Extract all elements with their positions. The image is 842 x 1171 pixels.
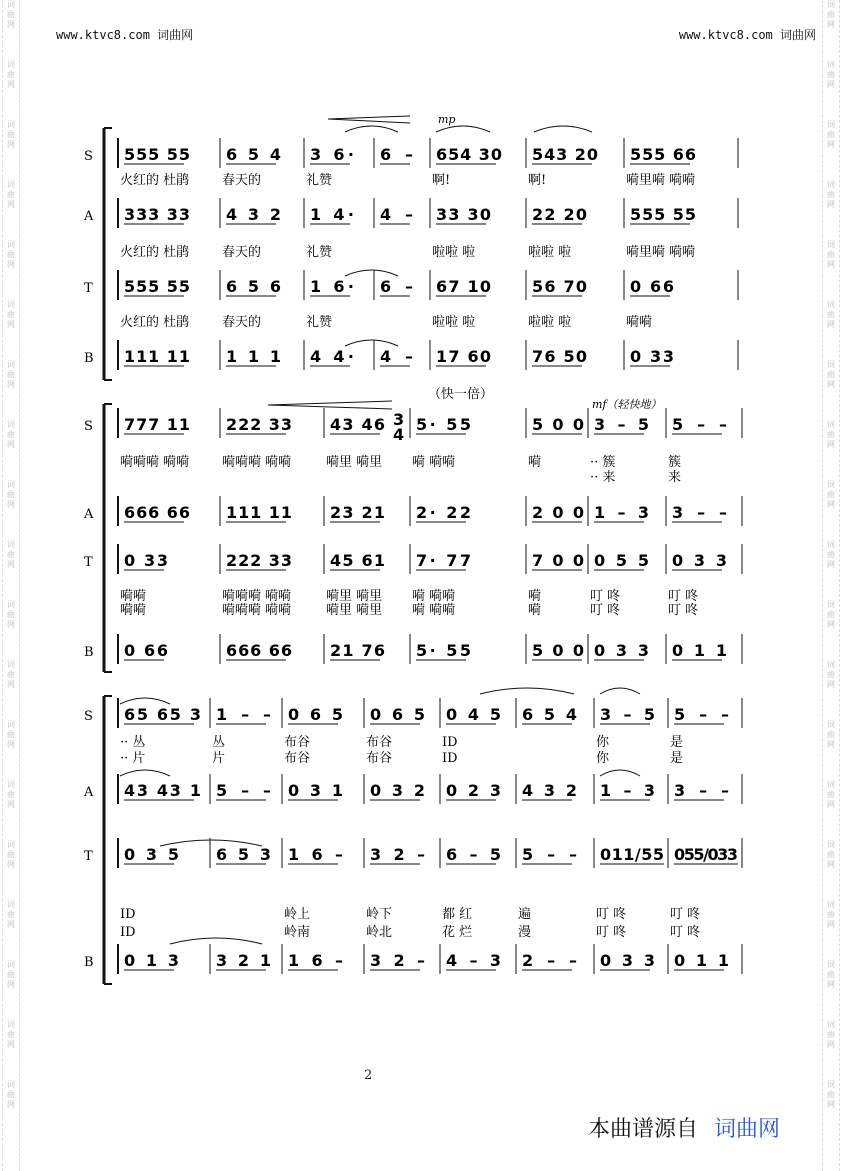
lyric-text: 嗬 嗬嗬 <box>412 603 456 618</box>
lyric-text: 叮 咚 <box>596 907 627 922</box>
measure-notes: 3 2 1 <box>216 951 271 970</box>
lyric-text: 火红的 杜鹃 <box>120 173 190 188</box>
measure-notes: 666 66 <box>226 641 292 660</box>
time-signature-bottom: 4 <box>393 425 405 444</box>
measure-notes: 0 1 3 <box>124 951 179 970</box>
measure-notes: 555 55 <box>630 205 696 224</box>
lyric-text: 叮 咚 <box>668 589 699 604</box>
lyric-text: 叮 咚 <box>590 603 621 618</box>
measure-notes: 43 43 1 <box>124 781 201 800</box>
measure-notes: 23 21 <box>330 503 385 522</box>
source-footer <box>588 1112 780 1143</box>
measure-notes: 7· 77 <box>416 551 471 570</box>
voice-label: B <box>84 955 94 970</box>
measure-notes: 1 6 – <box>288 845 343 864</box>
voice-label: A <box>84 209 94 224</box>
measure-notes: 6 – 5 <box>446 845 501 864</box>
lyric-text: 是 <box>670 735 684 750</box>
side-watermark-left: 词 曲 网 词 曲 网 词 曲 网 词 曲 网 词 曲 网 词 曲 网 词 曲 网 词 曲 网 词 曲 网 词 曲 网 词 曲 网 词 曲 网 词 曲 网 词 曲 网 词 曲 网 词 曲 网 词 曲 网 词 曲 网 词 曲 网 <box>2 0 20 1171</box>
slur <box>345 340 398 346</box>
measure-notes: 4 – <box>380 347 413 366</box>
lyric-text: 嗬 嗬嗬 <box>412 589 456 604</box>
measure-notes: 3 – – <box>672 503 727 522</box>
measure-notes: 5 – – <box>216 781 271 800</box>
measure-notes: 0 3 1 <box>288 781 343 800</box>
lyric-text: 布谷 <box>366 751 393 766</box>
lyric-text: 你 <box>596 735 610 750</box>
lyric-text: 嗬嗬嗬 嗬嗬 <box>222 603 292 618</box>
lyric-text: ID <box>120 925 136 940</box>
header-right-url: www.ktvc8.com 词曲网 <box>678 28 816 42</box>
page-number: 2 <box>364 1068 373 1083</box>
lyric-text: ID <box>442 751 458 766</box>
measure-notes: 3 6· <box>310 145 354 164</box>
measure-notes: 43 46 <box>330 415 385 434</box>
measure-notes: 5 0 0 <box>532 415 584 434</box>
lyric-text: 春天的 <box>222 173 262 188</box>
lyric-text: 嗬嗬 <box>626 315 653 330</box>
lyric-text: 啦啦 啦 <box>528 245 572 260</box>
measure-notes: 0 3 3 <box>672 551 727 570</box>
measure-notes: 0 1 1 <box>672 641 727 660</box>
lyric-text: 嗬里 嗬里 <box>326 455 383 470</box>
crescendo-hairpin <box>328 116 410 123</box>
lyric-text: 嗬 <box>528 455 542 470</box>
measure-notes: 2· 22 <box>416 503 471 522</box>
lyric-text: 嗬嗬 <box>120 589 147 604</box>
measure-notes: 65 65 3 <box>124 705 201 724</box>
tempo-mark: （快一倍） <box>428 387 494 402</box>
dynamic-mp: mp <box>438 113 456 126</box>
side-watermark-right: 词 曲 网 词 曲 网 词 曲 网 词 曲 网 词 曲 网 词 曲 网 词 曲 网 词 曲 网 词 曲 网 词 曲 网 词 曲 网 词 曲 网 词 曲 网 词 曲 网 词 曲 网 词 曲 网 词 曲 网 词 曲 网 词 曲 网 <box>822 0 840 1171</box>
voice-label: S <box>84 149 93 164</box>
measure-notes: 5 – – <box>522 845 577 864</box>
lyric-text: 簇 <box>668 455 682 470</box>
measure-notes: 1 6· <box>310 277 354 296</box>
voice-label: T <box>84 849 93 864</box>
measure-notes: 33 30 <box>436 205 491 224</box>
measure-notes: 4 3 2 <box>226 205 281 224</box>
lyric-text: 岭北 <box>366 925 393 940</box>
lyric-text: 嗬里 嗬里 <box>326 603 383 618</box>
measure-notes: 1 – – <box>216 705 271 724</box>
lyric-text: ·· 来 <box>590 470 616 485</box>
measure-notes: 76 50 <box>532 347 587 366</box>
lyric-text: 漫 <box>518 925 532 940</box>
lyric-text: 礼赞 <box>306 245 333 260</box>
crescendo-hairpin-2 <box>268 401 392 409</box>
lyric-text: 嗬嗬嗬 嗬嗬 <box>120 455 190 470</box>
measure-notes: 4 3 2 <box>522 781 577 800</box>
measure-notes: 654 30 <box>436 145 502 164</box>
lyric-text: 布谷 <box>284 735 311 750</box>
measure-notes: 5· 55 <box>416 415 471 434</box>
lyric-text: ·· 丛 <box>120 735 146 750</box>
lyric-text: 嗬嗬嗬 嗬嗬 <box>222 589 292 604</box>
lyric-text: 叮 咚 <box>668 603 699 618</box>
footer-prefix: 本曲谱源自 <box>588 1117 699 1142</box>
measure-notes: 666 66 <box>124 503 190 522</box>
measure-notes: 0 3 5 <box>124 845 179 864</box>
measure-notes: 7 0 0 <box>532 551 584 570</box>
measure-notes: 1 – 3 <box>594 503 649 522</box>
voice-label: S <box>84 419 93 434</box>
lyric-text: 啊! <box>528 173 547 188</box>
measure-notes: 0 3 3 <box>600 951 655 970</box>
measure-notes: 555 55 <box>124 145 190 164</box>
measure-notes: 1 6 – <box>288 951 343 970</box>
lyric-text: 丛 <box>212 735 226 750</box>
measure-notes: 6 5 3 <box>216 845 271 864</box>
measure-notes: 0 33 <box>124 551 168 570</box>
lyric-text: 嗬里 嗬里 <box>326 589 383 604</box>
slur <box>120 770 170 776</box>
header-left-url: www.ktvc8.com 词曲网 <box>56 28 194 42</box>
measure-notes: 222 33 <box>226 551 292 570</box>
measure-notes: 0 33 <box>630 347 674 366</box>
lyric-text: 啦啦 啦 <box>432 245 476 260</box>
measure-notes: 0 5 5 / 0 3 3 <box>674 845 738 864</box>
measure-notes: 222 33 <box>226 415 292 434</box>
lyric-text: 嗬嗬 <box>120 603 147 618</box>
measure-notes: 67 10 <box>436 277 491 296</box>
slur <box>345 270 398 276</box>
lyric-text: ID <box>120 907 136 922</box>
measure-notes: 5 – – <box>672 415 727 434</box>
measure-notes: 0 66 <box>630 277 674 296</box>
lyric-text: 嗬 <box>528 603 542 618</box>
slur <box>120 698 170 704</box>
lyric-text: 都 红 <box>442 907 473 922</box>
measure-notes: 111 11 <box>226 503 292 522</box>
measure-notes: 21 76 <box>330 641 385 660</box>
measure-notes: 543 20 <box>532 145 598 164</box>
measure-notes: 777 11 <box>124 415 190 434</box>
voice-label: A <box>84 507 94 522</box>
score-system <box>83 128 738 380</box>
lyric-text: 嗬 嗬嗬 <box>412 455 456 470</box>
measure-notes: 4 – 3 <box>446 951 501 970</box>
measure-notes: 555 66 <box>630 145 696 164</box>
measure-notes: 5 – – <box>674 705 729 724</box>
lyric-text: 礼赞 <box>306 315 333 330</box>
slur <box>170 938 262 944</box>
measure-notes: 0 6 5 <box>288 705 343 724</box>
lyric-text: 啦啦 啦 <box>432 315 476 330</box>
lyric-text: 是 <box>670 751 684 766</box>
lyric-text: 布谷 <box>366 735 393 750</box>
slur <box>600 770 640 776</box>
measure-notes: 0 66 <box>124 641 168 660</box>
measure-notes: 555 55 <box>124 277 190 296</box>
lyric-text: 嗬里嗬 嗬嗬 <box>626 245 696 260</box>
lyric-text: 火红的 杜鹃 <box>120 315 190 330</box>
lyric-text: ID <box>442 735 458 750</box>
measure-notes: 17 60 <box>436 347 491 366</box>
measure-notes: 5· 55 <box>416 641 471 660</box>
time-signature-top: 3 <box>393 410 405 429</box>
footer-brand: 词曲网 <box>714 1117 781 1142</box>
measure-notes: 4 – <box>380 205 413 224</box>
lyric-text: 啦啦 啦 <box>528 315 572 330</box>
lyric-text: 布谷 <box>284 751 311 766</box>
dynamic-mf: mf（轻快地） <box>592 398 662 411</box>
slur <box>480 688 574 694</box>
measure-notes: 1 4· <box>310 205 354 224</box>
measure-notes: 3 2 – <box>370 951 425 970</box>
lyric-text: 春天的 <box>222 245 262 260</box>
measure-notes: 1 1 1 <box>226 347 281 366</box>
slur <box>534 126 592 132</box>
lyric-text: 遍 <box>518 907 532 922</box>
measure-notes: 111 11 <box>124 347 190 366</box>
measure-notes: 1 – 3 <box>600 781 655 800</box>
lyric-text: 嗬里嗬 嗬嗬 <box>626 173 696 188</box>
measure-notes: 22 20 <box>532 205 587 224</box>
measure-notes: 6 5 4 <box>226 145 281 164</box>
slur <box>345 126 398 132</box>
lyric-text: ·· 片 <box>120 751 146 766</box>
measure-notes: 56 70 <box>532 277 587 296</box>
measure-notes: 0 4 5 <box>446 705 501 724</box>
measure-notes: 3 – – <box>674 781 729 800</box>
measure-notes: 0 1 1 / 5 5 <box>600 845 664 864</box>
measure-notes: 4 4· <box>310 347 354 366</box>
lyric-text: 叮 咚 <box>590 589 621 604</box>
lyric-text: 叮 咚 <box>596 925 627 940</box>
measure-notes: 6 5 4 <box>522 705 577 724</box>
measure-notes: 45 61 <box>330 551 385 570</box>
lyric-text: 叮 咚 <box>670 925 701 940</box>
slur <box>600 688 640 694</box>
lyric-text: 岭上 <box>284 907 311 922</box>
voice-label: T <box>84 555 93 570</box>
lyric-text: 嗬嗬嗬 嗬嗬 <box>222 455 292 470</box>
measure-notes: 0 1 1 <box>674 951 729 970</box>
measure-notes: 6 5 6 <box>226 277 281 296</box>
measure-notes: 0 2 3 <box>446 781 501 800</box>
measure-notes: 3 – 5 <box>594 415 649 434</box>
measure-notes: 0 3 2 <box>370 781 425 800</box>
voice-label: B <box>84 351 94 366</box>
measure-notes: 333 33 <box>124 205 190 224</box>
lyric-text: 叮 咚 <box>670 907 701 922</box>
lyric-text: 火红的 杜鹃 <box>120 245 190 260</box>
lyric-text: 片 <box>212 751 226 766</box>
score-system <box>83 404 742 672</box>
measure-notes: 2 0 0 <box>532 503 584 522</box>
lyric-text: ·· 簇 <box>590 455 616 470</box>
lyric-text: 岭南 <box>284 925 311 940</box>
measure-notes: 5 0 0 <box>532 641 584 660</box>
voice-label: S <box>84 709 93 724</box>
lyric-text: 礼赞 <box>306 173 333 188</box>
measure-notes: 3 – 5 <box>600 705 655 724</box>
measure-notes: 0 6 5 <box>370 705 425 724</box>
lyric-text: 你 <box>596 751 610 766</box>
measure-notes: 0 3 3 <box>594 641 649 660</box>
measure-notes: 3 2 – <box>370 845 425 864</box>
measure-notes: 0 5 5 <box>594 551 649 570</box>
voice-label: B <box>84 645 94 660</box>
measure-notes: 6 – <box>380 277 413 296</box>
measure-notes: 6 – <box>380 145 413 164</box>
slur <box>436 126 490 132</box>
lyric-text: 来 <box>668 470 682 485</box>
lyric-text: 岭下 <box>366 907 393 922</box>
lyric-text: 花 烂 <box>442 925 473 940</box>
lyric-text: 啊! <box>432 173 451 188</box>
lyric-text: 春天的 <box>222 315 262 330</box>
measure-notes: 2 – – <box>522 951 577 970</box>
voice-label: A <box>84 785 94 800</box>
voice-label: T <box>84 281 93 296</box>
lyric-text: 嗬 <box>528 589 542 604</box>
